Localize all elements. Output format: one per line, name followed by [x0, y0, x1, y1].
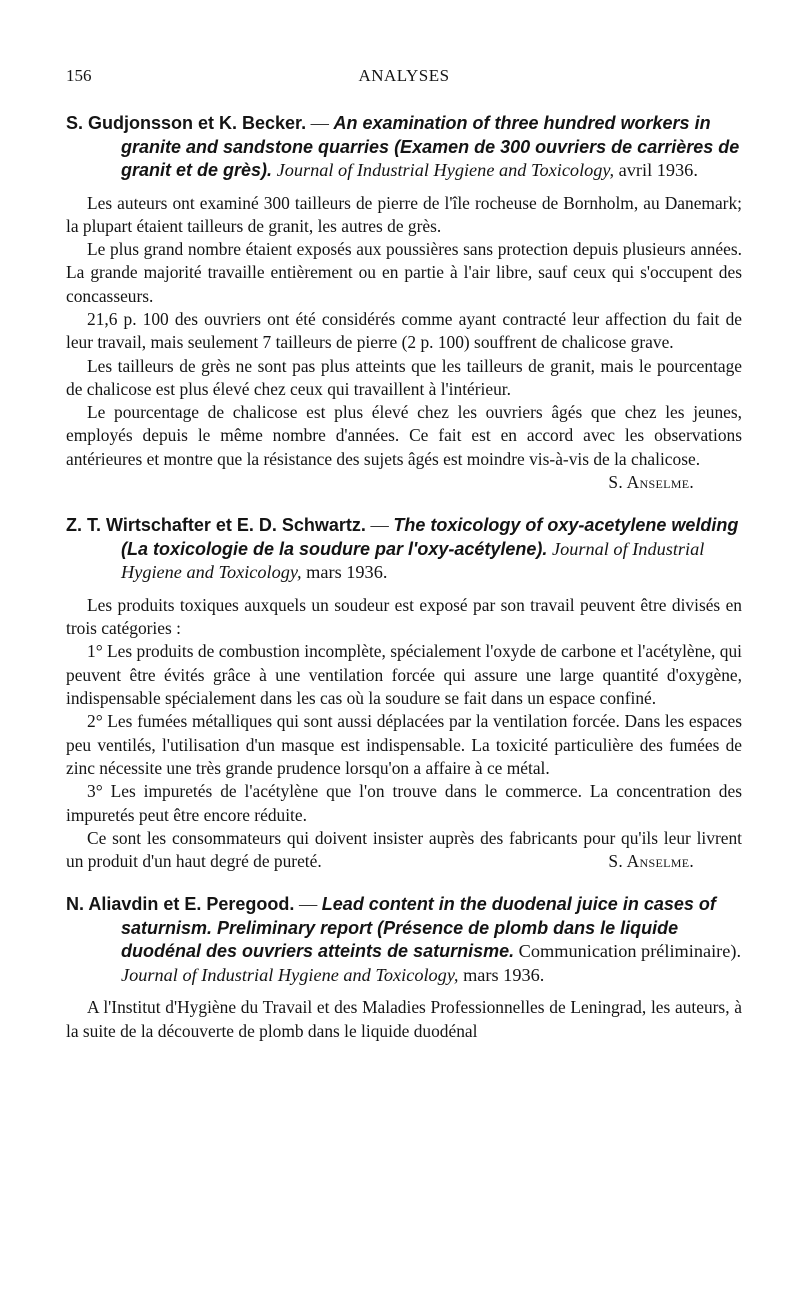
journal-name: Journal of Industrial Hygiene and Toxicology, — [276, 160, 615, 180]
signature: S. Anselme. — [608, 851, 694, 872]
paragraph: 3° Les impuretés de l'acétylène que l'on trouve dans le commerce. La concentration des impuretés peut être encore réduite. — [66, 781, 742, 825]
abstract-entry — [66, 893, 742, 1043]
journal-name: Journal of Industrial Hygiene and Toxicology, — [121, 538, 705, 583]
authors: S. Gudjonsson et K. Becker. — [66, 113, 307, 133]
paragraph: 21,6 p. 100 des ouvriers ont été considérés comme ayant contracté leur affection du fait de leur travail, mais seulement 7 tailleurs de pierre (2 p. 100) souffrent de chalicose grave. — [66, 308, 742, 353]
dash: — — [365, 515, 394, 536]
signature: S. Anselme. — [608, 472, 694, 493]
abstract-entry — [66, 112, 742, 494]
publication-date: mars 1936. — [301, 562, 388, 583]
publication-date: mars 1936. — [458, 964, 545, 985]
paragraph-text: Le pourcentage de chalicose est plus élevé chez les ouvriers âgés que chez les jeunes, employés depuis le même nombre d'années. Ce fait est en accord avec les observations antérieures et montre que la résistance des sujets âgés est moindre vis-à-vis de la chalicose. — [66, 402, 742, 469]
paragraph: Les auteurs ont examiné 300 tailleurs de pierre de l'île rocheuse de Bornholm, au Danemark; la plupart étaient tailleurs de granit, les autres de grès. — [66, 192, 742, 236]
paragraph-with-signature — [66, 401, 742, 493]
authors: Z. T. Wirtschafter et E. D. Schwartz. — [66, 515, 366, 536]
paragraph: Le plus grand nombre étaient exposés aux poussières sans protection depuis plusieurs années. La grande majorité travaille entièrement ou en partie à l'air libre, sauf ceux qui s'occupent des concasseurs. — [66, 239, 742, 306]
document-page — [66, 66, 742, 1043]
authors: N. Aliavdin et E. Peregood. — [66, 894, 295, 915]
dash: — — [294, 894, 322, 915]
article-title-tail: Communication préliminaire). — [514, 941, 742, 962]
paragraph-with-signature — [66, 827, 742, 874]
page-header — [66, 66, 742, 92]
dash: — — [306, 113, 334, 133]
page-number: 156 — [66, 66, 92, 85]
paragraph-text: Ce sont les consommateurs qui doivent insister auprès des fabricants pour qu'ils leur livrent un produit d'un haut degré de pureté. — [66, 827, 742, 872]
reference — [66, 893, 742, 987]
paragraph: 2° Les fumées métalliques qui sont aussi déplacées par la ventilation forcée. Dans les espaces peu ventilés, l'utilisation d'un masque est indispensable. La toxicité particulière des fumées de zinc nécessite une très grande prudence lorsqu'on a affaire à ce métal. — [66, 711, 742, 778]
reference — [66, 112, 742, 183]
article-title: An examination of three hundred workers in granite and sandstone quarries (Examen de 300 ouvriers de carrières de granit et de grès). — [121, 113, 740, 180]
article-title: Lead content in the duodenal juice in cases of saturnism. Preliminary report (Présence de plomb dans le liquide duodénal des ouvriers atteints de saturnisme. — [121, 894, 716, 962]
running-title: ANALYSES — [358, 66, 450, 85]
paragraph: 1° Les produits de combustion incomplète, spécialement l'oxyde de carbone et l'acétylène, qui peuvent être évités grâce à une ventilation forcée qui assure une large quantité d'oxygène, indispensable spécialement dans les cas où la soudure se fait dans un espace confiné. — [66, 641, 742, 709]
abstract-entry — [66, 514, 742, 873]
article-title: The toxicology of oxy-acetylene welding (La toxicologie de la soudure par l'oxy-acétylene). — [121, 515, 739, 559]
paragraph: Les tailleurs de grès ne sont pas plus atteints que les tailleurs de granit, mais le pourcentage de chalicose est plus élevé chez ceux qui travaillent à l'intérieur. — [66, 355, 742, 399]
paragraph: Les produits toxiques auxquels un soudeur est exposé par son travail peuvent être divisés en trois catégories : — [66, 594, 742, 639]
publication-date: avril 1936. — [614, 160, 698, 180]
paragraph: A l'Institut d'Hygiène du Travail et des Maladies Professionnelles de Leningrad, les auteurs, à la suite de la découverte de plomb dans le liquide duodénal — [66, 997, 742, 1041]
reference — [66, 514, 742, 585]
journal-name: Journal of Industrial Hygiene and Toxicology, — [121, 964, 459, 985]
